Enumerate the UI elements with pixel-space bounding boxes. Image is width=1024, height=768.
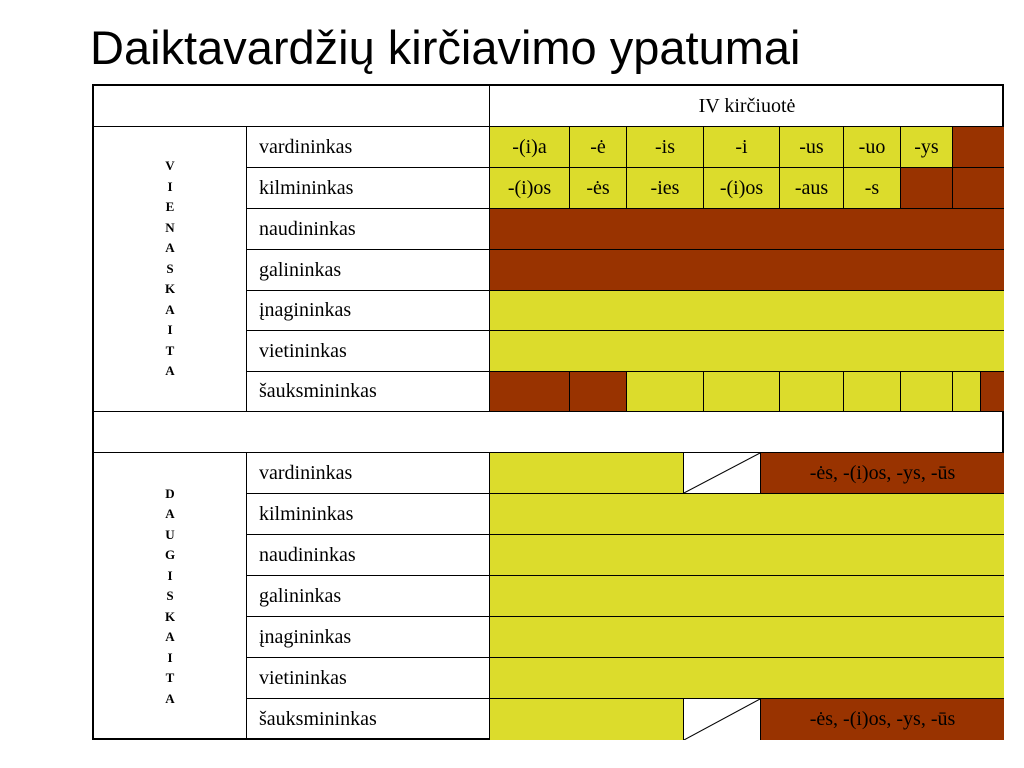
ending-cell: -(i)a xyxy=(490,127,570,168)
plural-letter: A xyxy=(165,690,175,706)
ending-cell: -ys xyxy=(901,127,953,168)
singular-case-name: vardininkas xyxy=(247,127,490,168)
plural-letter: U xyxy=(165,526,175,542)
singular-letter: A xyxy=(165,240,175,256)
stressed-cell xyxy=(570,372,627,412)
ending-cell: -s xyxy=(844,168,901,209)
singular-letter: N xyxy=(165,219,175,235)
plural-label xyxy=(94,453,247,740)
singular-case-name: kilmininkas xyxy=(247,168,490,209)
diagonal-cell xyxy=(684,699,761,740)
header-empty-cell xyxy=(94,86,490,127)
declension-table xyxy=(92,84,1004,740)
stressed-cell xyxy=(953,168,1004,209)
plural-letter: A xyxy=(165,506,175,522)
unstressed-row xyxy=(490,494,1004,535)
accent-type-header: IV kirčiuotė xyxy=(490,86,1004,127)
plural-letter: K xyxy=(164,608,176,624)
ending-cell: -is xyxy=(627,127,704,168)
unstressed-row xyxy=(490,535,1004,576)
plural-letter: G xyxy=(164,547,176,563)
plural-case-name: naudininkas xyxy=(247,535,490,576)
spacer-row xyxy=(94,412,1004,453)
unstressed-cell xyxy=(490,453,684,494)
stressed-cell xyxy=(901,168,953,209)
singular-letter: V xyxy=(165,158,175,174)
unstressed-cell xyxy=(704,372,780,412)
singular-case-name: įnagininkas xyxy=(247,291,490,331)
singular-letter: T xyxy=(165,342,175,358)
plural-letter: I xyxy=(167,567,173,583)
singular-case-name: vietininkas xyxy=(247,331,490,372)
plural-case-name: galininkas xyxy=(247,576,490,617)
unstressed-row xyxy=(490,576,1004,617)
plural-case-name: įnagininkas xyxy=(247,617,490,658)
singular-case-name: galininkas xyxy=(247,250,490,291)
ending-cell: -(i)os xyxy=(490,168,570,209)
page-title: Daiktavardžių kirčiavimo ypatumai xyxy=(90,21,801,74)
stressed-row xyxy=(490,250,1004,291)
singular-letter: A xyxy=(165,301,175,317)
plural-letter: S xyxy=(166,588,174,604)
plural-case-name: šauksmininkas xyxy=(247,699,490,740)
unstressed-cell xyxy=(953,372,981,412)
ending-cell: -ės xyxy=(570,168,627,209)
ending-cell: -uo xyxy=(844,127,901,168)
singular-letter: I xyxy=(167,322,173,338)
plural-case-name: vietininkas xyxy=(247,658,490,699)
ending-cell: -i xyxy=(704,127,780,168)
stressed-cell xyxy=(490,372,570,412)
unstressed-cell xyxy=(780,372,844,412)
unstressed-cell xyxy=(844,372,901,412)
stressed-endings-cell: -ės, -(i)os, -ys, -ūs xyxy=(761,453,1004,494)
unstressed-row xyxy=(490,291,1004,331)
singular-label xyxy=(94,127,247,412)
ending-cell: -ies xyxy=(627,168,704,209)
singular-case-name: naudininkas xyxy=(247,209,490,250)
stressed-cell xyxy=(981,372,1004,412)
stressed-row xyxy=(490,209,1004,250)
stressed-endings-cell: -ės, -(i)os, -ys, -ūs xyxy=(761,699,1004,740)
plural-case-name: kilmininkas xyxy=(247,494,490,535)
plural-case-name: vardininkas xyxy=(247,453,490,494)
plural-letter: A xyxy=(165,629,175,645)
ending-cell: -us xyxy=(780,127,844,168)
ending-cell: -aus xyxy=(780,168,844,209)
plural-letter: I xyxy=(167,649,173,665)
unstressed-cell xyxy=(627,372,704,412)
ending-cell: -ė xyxy=(570,127,627,168)
diagonal-line xyxy=(684,699,760,740)
unstressed-row xyxy=(490,617,1004,658)
singular-letter: K xyxy=(164,281,176,297)
singular-case-name: šauksmininkas xyxy=(247,372,490,412)
plural-letter: T xyxy=(165,670,175,686)
singular-letter: E xyxy=(165,199,175,215)
ending-cell: -(i)os xyxy=(704,168,780,209)
diagonal-line xyxy=(684,453,760,493)
unstressed-cell xyxy=(901,372,953,412)
unstressed-cell xyxy=(490,699,684,740)
diagonal-cell xyxy=(684,453,761,494)
singular-letter: A xyxy=(165,363,175,379)
singular-letter: I xyxy=(167,178,173,194)
plural-letter: D xyxy=(165,485,175,501)
stressed-cell xyxy=(953,127,1004,168)
singular-letter: S xyxy=(166,260,174,276)
unstressed-row xyxy=(490,331,1004,372)
unstressed-row xyxy=(490,658,1004,699)
